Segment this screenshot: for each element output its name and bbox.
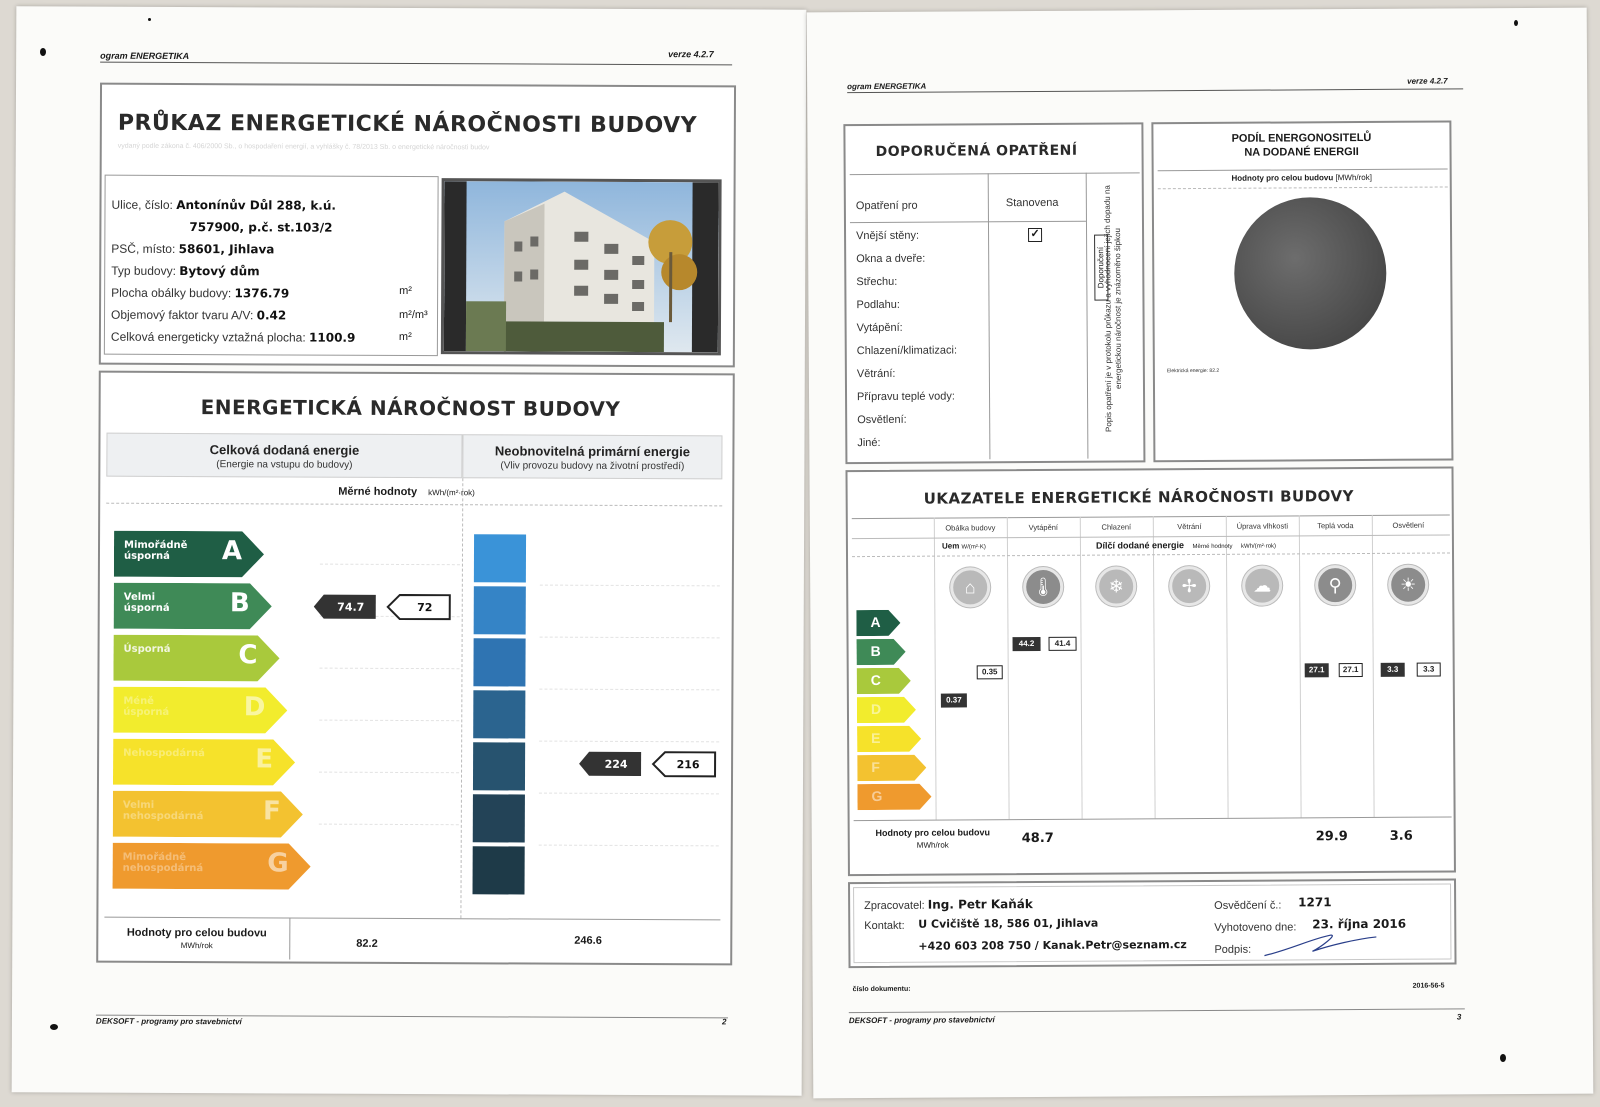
measures-col1-header: Opatření pro: [855, 199, 918, 213]
class-arrow-f: [113, 791, 303, 838]
left-header-program: ogram ENERGETIKA: [100, 50, 190, 62]
delivered-reference-value: 72: [417, 601, 433, 615]
scan-speck: [50, 1024, 58, 1030]
primary-energy-header: [462, 434, 722, 479]
class-label: Úsporná: [123, 643, 171, 655]
indicator-class-letter: F: [871, 758, 880, 776]
class-letter: E: [255, 744, 274, 775]
carriers-legend: Elektrická energie: 82.2: [1166, 367, 1220, 375]
partial-energy-label: Dílčí dodané energie Měrné hodnoty kWh/(m²·rok): [1095, 540, 1277, 551]
shape-unit: m²/m³: [399, 308, 428, 322]
indicator-class-d: [857, 697, 916, 728]
delivered-current-value: 74.7: [337, 600, 365, 614]
energy-carriers-box: [1151, 120, 1453, 462]
scan-speck: [1500, 1054, 1506, 1062]
column-divider: [1299, 515, 1302, 817]
street-label: Ulice, číslo:: [111, 197, 173, 212]
indicator-column-header: Osvětlení: [1392, 520, 1425, 530]
primary-scale-segment: [473, 690, 525, 738]
primary-reference-value: 216: [676, 758, 700, 772]
energy-section-title: ENERGETICKÁ NÁROČNOST BUDOVY: [200, 395, 621, 421]
total-delivered-value: 82.2: [356, 937, 378, 950]
class-label: Mimořádně úsporná: [123, 539, 188, 562]
indicator-class-c: [857, 668, 911, 699]
class-letter: A: [221, 536, 243, 567]
signature-image: [1260, 929, 1380, 962]
indicator-column-header: Úprava vlhkosti: [1236, 521, 1289, 531]
certificate-box: [99, 83, 736, 368]
lightbulb-icon: ☀: [1388, 565, 1428, 605]
shape-label: Objemový faktor tvaru A/V:: [110, 307, 254, 323]
class-letter: B: [229, 588, 250, 619]
indicator-column-header: Chlazení: [1101, 522, 1132, 532]
scan-speck: [1514, 20, 1518, 26]
indicator-class-b: [857, 639, 906, 670]
class-letter: D: [243, 692, 266, 723]
document-number-label: číslo dokumentu:: [852, 985, 911, 994]
measure-checkbox-checked[interactable]: ✓: [1028, 228, 1042, 242]
processor-box: [848, 878, 1457, 968]
contact-label: Kontakt:: [864, 919, 905, 933]
contact-phone-email: +420 603 208 750 / Kanak.Petr@seznam.cz: [918, 938, 1187, 953]
indicators-title: UKAZATELE ENERGETICKÉ NÁROČNOSTI BUDOVY: [923, 487, 1355, 508]
indicator-column-header: Vytápění: [1028, 522, 1059, 533]
primary-scale-segment: [474, 586, 526, 634]
class-label: Nehospodárná: [123, 747, 205, 760]
hotwater-current-badge: 27.1: [1305, 663, 1329, 677]
primary-energy-scale: [473, 534, 527, 894]
recommendation-badge: Doporučení: [1094, 235, 1108, 301]
certificate-subtitle: vydaný podle zákona č. 406/2000 Sb., o hospodaření energií, a vyhlášky č. 78/2013 Sb. o energetické náročnosti budov: [117, 142, 490, 152]
type-label: Typ budovy:: [111, 263, 176, 278]
measure-label: Vnější stěny:: [856, 229, 920, 243]
right-header-program: ogram ENERGETIKA: [847, 81, 927, 92]
left-page: [12, 6, 807, 1095]
house-icon: ⌂: [950, 567, 990, 607]
humidity-icon: ☁: [1242, 565, 1282, 605]
envelope-value: 1376.79: [234, 286, 290, 301]
class-arrow-a: [114, 531, 264, 578]
right-header-version: verze 4.2.7: [1407, 76, 1448, 86]
class-arrow-b: [114, 583, 272, 630]
right-page-number: 3: [1456, 1012, 1462, 1022]
street-value-2: 757900, p.č. st.103/2: [189, 220, 333, 235]
right-footer: DEKSOFT - programy pro stavebnictví: [848, 1015, 995, 1026]
hotwater-reference-badge: 27.1: [1339, 663, 1363, 677]
envelope-unit: m²: [399, 284, 412, 298]
indicator-class-g: [857, 784, 931, 815]
column-divider: [1153, 516, 1156, 818]
scan-speck: [40, 48, 46, 56]
indicator-class-letter: E: [871, 729, 881, 747]
class-arrow-c: [113, 635, 279, 682]
class-arrow-e: [113, 739, 295, 786]
total-heating-value: 48.7: [1021, 830, 1054, 847]
class-arrow-d: [113, 687, 287, 734]
thermometer-icon: 🌡: [1023, 567, 1063, 607]
left-footer: DEKSOFT - programy pro stavebnictví: [95, 1016, 242, 1027]
indicator-class-letter: A: [870, 613, 881, 631]
indicator-class-letter: D: [870, 700, 882, 718]
class-letter: G: [267, 848, 289, 879]
class-arrow-g: [113, 843, 311, 890]
carriers-pie-chart: [1234, 197, 1387, 350]
psc-value: 58601, Jihlava: [178, 241, 275, 257]
left-page-number: 2: [721, 1017, 727, 1027]
class-label: Velmi úsporná: [123, 591, 170, 614]
specific-values-label: Měrné hodnoty kWh/(m²·rok): [338, 485, 475, 499]
column-divider: [1007, 517, 1010, 819]
indicator-class-e: [857, 726, 921, 757]
envelope-label: Plocha obálky budovy:: [111, 285, 232, 301]
measure-label: Osvětlení:: [857, 413, 907, 427]
energy-performance-box: [96, 371, 735, 966]
carriers-title: PODÍL ENERGONOSITELŮ NA DODANÉ ENERGII: [1231, 131, 1372, 159]
signature-label: Podpis:: [1214, 943, 1252, 956]
lighting-reference-badge: 3.3: [1417, 663, 1441, 677]
measures-side-text: Popis opatření je v protokolu průkazu a vyhodnocení jejich dopadu na energetickou náročnost je znázorněno šipkou: [1102, 185, 1123, 433]
measure-label: Okna a dveře:: [856, 252, 926, 266]
area-unit: m²: [398, 330, 412, 344]
primary-scale-segment: [474, 534, 526, 582]
measure-label: Chlazení/klimatizaci:: [856, 344, 958, 358]
measure-label: Přípravu teplé vody:: [857, 390, 955, 404]
total-primary-value: 246.6: [574, 934, 602, 947]
envelope-reference-badge: 0.35: [977, 665, 1003, 679]
indicator-column-header: Obálka budovy: [945, 523, 996, 533]
delivered-title: Celková dodaná energie: [209, 442, 360, 458]
cooling-icon: ❄: [1096, 566, 1136, 606]
primary-subtitle: (Vliv provozu budovy na životní prostředí): [500, 460, 685, 473]
area-label: Celková energeticky vztažná plocha:: [110, 329, 306, 345]
contact-address: U Cvičiště 18, 586 01, Jihlava: [918, 916, 1099, 931]
type-value: Bytový dům: [179, 263, 260, 279]
measures-title: DOPORUČENÁ OPATŘENÍ: [875, 142, 1078, 160]
faucet-icon: ⚲: [1315, 565, 1355, 605]
left-header-version: verze 4.2.7: [668, 49, 714, 60]
recommended-measures-box: [843, 122, 1145, 464]
measure-label: Střechu:: [856, 275, 898, 289]
psc-label: PSČ, místo:: [111, 241, 176, 256]
certificate-title: PRŮKAZ ENERGETICKÉ NÁROČNOSTI BUDOVY: [117, 110, 698, 139]
fan-icon: ✢: [1169, 566, 1209, 606]
specific-values-unit: kWh/(m²·rok): [428, 488, 475, 498]
lighting-current-badge: 3.3: [1381, 663, 1405, 677]
indicator-class-letter: B: [870, 642, 881, 660]
indicator-class-f: [857, 755, 926, 786]
shape-value: 0.42: [256, 308, 287, 323]
total-lighting-value: 3.6: [1389, 828, 1413, 844]
column-divider: [1080, 517, 1083, 819]
delivered-subtitle: (Energie na vstupu do budovy): [216, 459, 353, 471]
indicator-column-header: Teplá voda: [1317, 521, 1354, 531]
certificate-label: Osvědčení č.:: [1214, 899, 1282, 912]
indicator-totals-label: Hodnoty pro celou budovu MWh/rok: [875, 827, 990, 850]
document-number-value: 2016-56-5: [1412, 982, 1445, 990]
building-info: [104, 175, 439, 356]
street-value: Antonínův Důl 288, k.ú.: [176, 197, 337, 213]
class-label: Velmi nehospodárná: [122, 799, 204, 823]
class-label: Mimořádně nehospodárná: [122, 851, 204, 875]
heating-current-badge: 44.2: [1013, 637, 1041, 651]
processor-row: Zpracovatel: Ing. Petr Kaňák: [864, 897, 1033, 913]
totals-unit: MWh/rok: [180, 941, 213, 951]
right-page: [807, 8, 1594, 1099]
indicator-class-letter: C: [870, 671, 881, 689]
area-value: 1100.9: [309, 330, 356, 345]
building-photo: [441, 178, 722, 355]
class-letter: C: [238, 640, 258, 671]
measure-label: Podlahu:: [856, 298, 900, 312]
measure-label: Větrání:: [856, 367, 896, 381]
primary-scale-segment: [473, 638, 525, 686]
column-divider: [1372, 515, 1375, 817]
class-label: Méně úsporná: [123, 695, 170, 718]
total-hotwater-value: 29.9: [1315, 829, 1348, 845]
indicator-class-letter: G: [871, 787, 883, 805]
primary-scale-segment: [473, 742, 525, 790]
certificate-number: 1271: [1298, 895, 1332, 910]
primary-current-value: 224: [604, 757, 628, 771]
column-divider: [934, 518, 937, 820]
primary-scale-segment: [473, 846, 525, 894]
heating-reference-badge: 41.4: [1049, 637, 1077, 651]
issued-label: Vyhotoveno dne:: [1214, 921, 1297, 934]
primary-scale-segment: [473, 794, 525, 842]
indicator-column-header: Větrání: [1177, 521, 1202, 532]
primary-title: Neobnovitelná primární energie: [494, 443, 690, 460]
measures-side-note: [1088, 180, 1142, 456]
issued-date: 23. října 2016: [1312, 916, 1407, 932]
indicator-class-a: [856, 610, 900, 641]
measures-col2-header: Stanovena: [1005, 196, 1059, 210]
carriers-subtitle: Hodnoty pro celou budovu [MWh/rok]: [1231, 172, 1372, 183]
measure-label: Jiné:: [857, 436, 881, 450]
indicators-box: [845, 466, 1455, 876]
column-divider: [1226, 516, 1229, 818]
measure-label: Vytápění:: [856, 321, 903, 335]
totals-label-cell: [104, 917, 290, 960]
uem-label: Uem W/(m²·K): [941, 541, 986, 551]
scan-speck: [148, 18, 151, 21]
delivered-energy-header: [106, 433, 462, 479]
totals-label: Hodnoty pro celou budovu: [126, 926, 267, 940]
envelope-current-badge: 0.37: [941, 693, 967, 707]
class-letter: F: [263, 796, 281, 827]
